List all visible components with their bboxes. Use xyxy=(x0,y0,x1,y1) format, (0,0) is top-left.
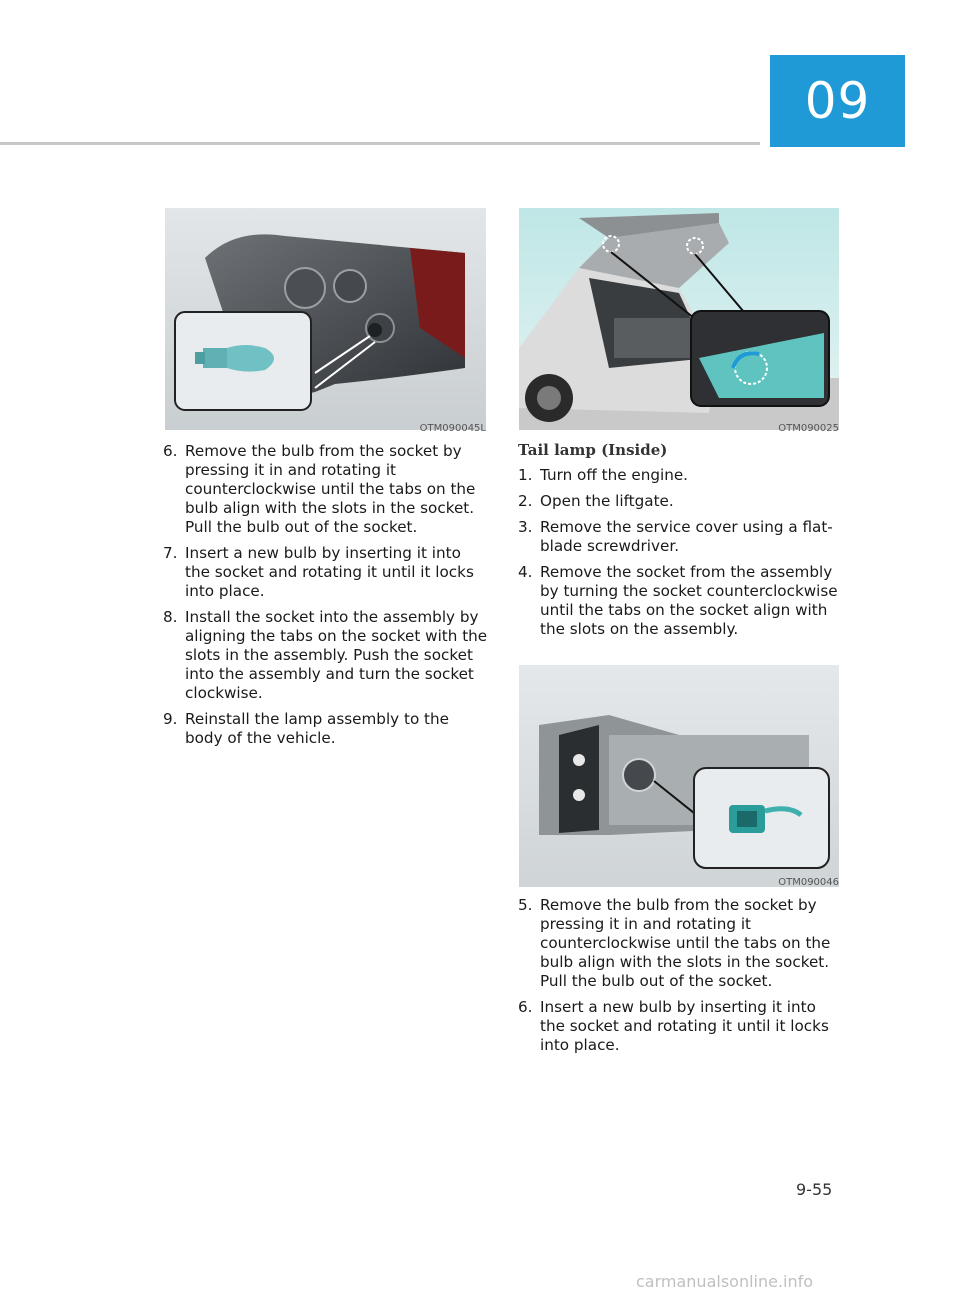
step-number: 8. xyxy=(163,608,178,626)
step-text: Open the liftgate. xyxy=(540,492,674,510)
step-number: 7. xyxy=(163,544,178,562)
figure-caption-left: OTM090045L xyxy=(419,423,486,434)
list-item xyxy=(163,442,488,537)
bulb-icon xyxy=(195,345,274,372)
step-number: 9. xyxy=(163,710,178,728)
liftgate-figure xyxy=(519,208,839,430)
list-item xyxy=(518,492,840,511)
suv-liftgate-illustration xyxy=(519,208,839,430)
chapter-tab xyxy=(770,55,905,147)
left-column-steps xyxy=(163,442,488,755)
list-item xyxy=(163,544,488,601)
step-text: Remove the socket from the assembly by turning the socket counterclockwise until the tabs on the socket align with the slots on the assembly. xyxy=(540,563,838,638)
socket-bulb-illustration xyxy=(519,665,839,887)
chapter-number: 09 xyxy=(804,72,871,130)
right-column-steps-a xyxy=(518,466,840,646)
step-number: 6. xyxy=(163,442,178,460)
list-item xyxy=(518,563,840,639)
socket-removal-figure xyxy=(519,665,839,887)
step-number: 6. xyxy=(518,998,533,1016)
step-text: Remove the bulb from the socket by pressing it in and rotating it counterclockwise until the tabs on the bulb align with the slots in the socket. Pull the bulb out of the socket. xyxy=(540,896,831,990)
list-item xyxy=(518,518,840,556)
step-text: Insert a new bulb by inserting it into the socket and rotating it until it locks into place. xyxy=(185,544,474,600)
list-item xyxy=(163,608,488,703)
step-number: 3. xyxy=(518,518,533,536)
step-text: Reinstall the lamp assembly to the body of the vehicle. xyxy=(185,710,449,747)
list-item xyxy=(163,710,488,748)
step-number: 4. xyxy=(518,563,533,581)
step-text: Install the socket into the assembly by aligning the tabs on the socket with the slots in the assembly. Push the socket into the assembly and turn the socket clockwise. xyxy=(185,608,488,702)
tail-lamp-bulb-illustration xyxy=(165,208,486,430)
bulb-removal-figure xyxy=(165,208,486,430)
step-number: 2. xyxy=(518,492,533,510)
page-number: 9-55 xyxy=(796,1180,833,1199)
figure-caption-bottom-right: OTM090046 xyxy=(778,877,839,888)
step-text: Remove the service cover using a flat-blade screwdriver. xyxy=(540,518,833,555)
figure-caption-top-right: OTM090025 xyxy=(778,423,839,434)
list-item xyxy=(518,896,840,991)
section-heading: Tail lamp (Inside) xyxy=(518,441,668,459)
header-rule xyxy=(0,142,760,145)
step-text: Insert a new bulb by inserting it into the socket and rotating it until it locks into place. xyxy=(540,998,829,1054)
step-number: 1. xyxy=(518,466,533,484)
step-number: 5. xyxy=(518,896,533,914)
step-text: Remove the bulb from the socket by pressing it in and rotating it counterclockwise until the tabs on the bulb align with the slots in the socket. Pull the bulb out of the socket. xyxy=(185,442,476,536)
right-column-steps-b xyxy=(518,896,840,1062)
step-text: Turn off the engine. xyxy=(540,466,688,484)
list-item xyxy=(518,466,840,485)
watermark: carmanualsonline.info xyxy=(636,1272,814,1291)
list-item xyxy=(518,998,840,1055)
